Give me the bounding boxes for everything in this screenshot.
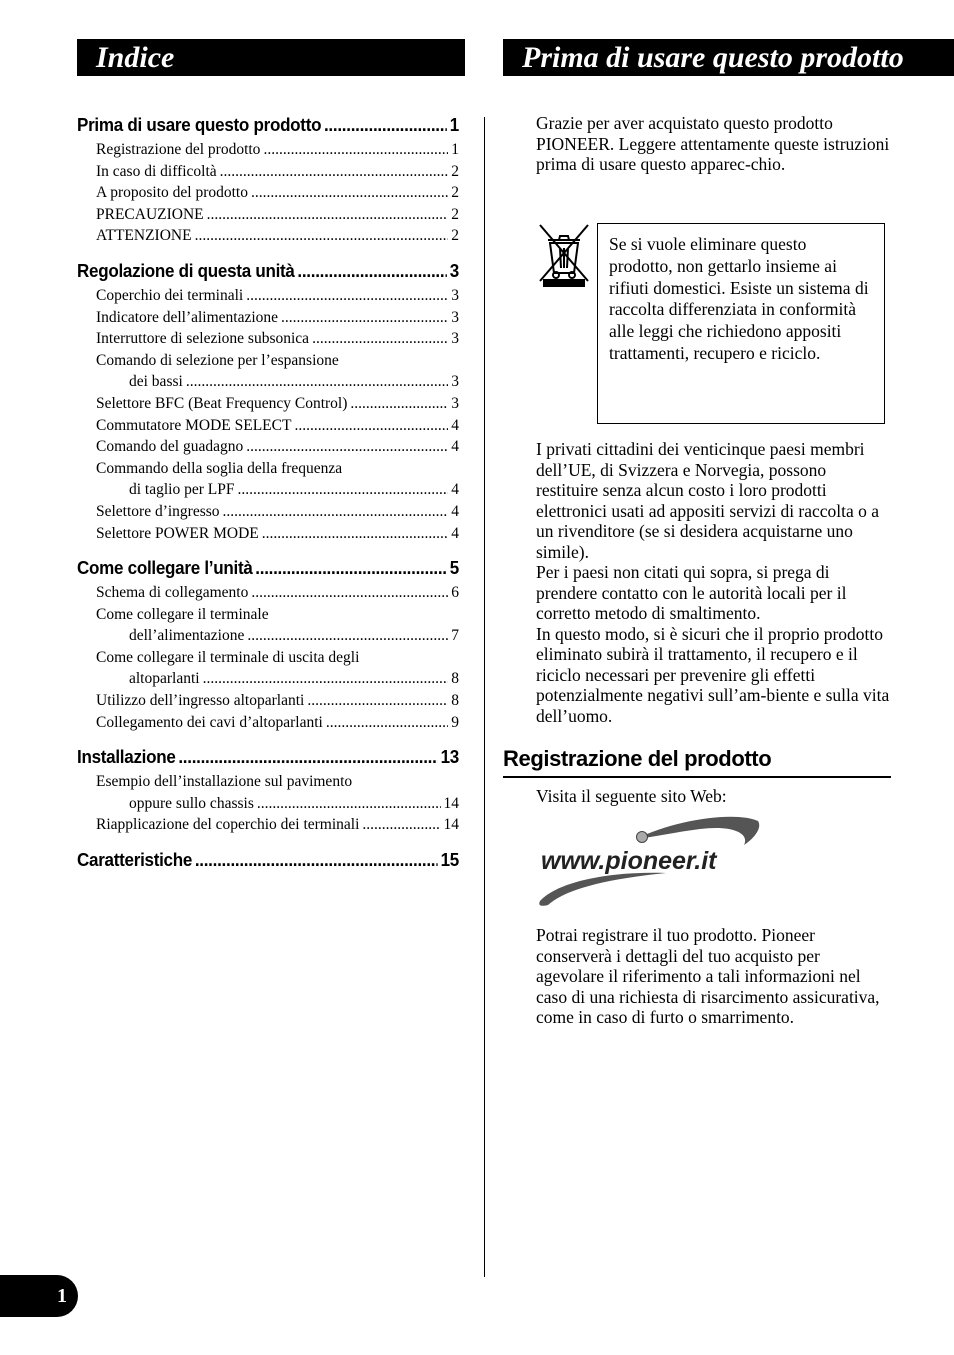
- toc-entry-continuation[interactable]: [77, 793, 459, 815]
- toc-section-page: 15: [440, 849, 460, 871]
- toc-section-title[interactable]: [77, 848, 459, 871]
- toc-leader: [251, 182, 448, 204]
- toc-entry-continuation[interactable]: [77, 625, 459, 647]
- toc-section-title[interactable]: [77, 259, 459, 282]
- registration-heading: Registrazione del prodotto: [503, 744, 891, 778]
- swoosh-lower-icon: [539, 873, 666, 906]
- toc-section: [77, 556, 459, 733]
- toc-entry-page: 8: [451, 692, 459, 710]
- toc-entry-page: 4: [451, 524, 459, 542]
- toc-entry[interactable]: [77, 307, 459, 329]
- toc-entry[interactable]: [77, 458, 459, 480]
- toc-entry[interactable]: [77, 647, 459, 669]
- toc-entry[interactable]: [77, 225, 459, 247]
- toc-section-title[interactable]: [77, 113, 459, 136]
- toc-entry-page: 14: [443, 794, 459, 812]
- registration-text: Potrai registrare il tuo prodotto. Pioneer conserverà i dettagli del tuo acquisto per agevolare il riferimento a tali informazioni nel caso di una richiesta di risarcimento assicurativa, come in caso di furto o smarrimento.: [536, 925, 880, 1027]
- toc-section-label: Installazione: [77, 746, 176, 768]
- toc-entry-page: 3: [451, 394, 459, 412]
- toc-entry-page: 2: [451, 184, 459, 202]
- intro-paragraph: Grazie per aver acquistato questo prodotto PIONEER. Leggere attentamente queste istruzioni prima di usare questo apparec-chio.: [536, 113, 890, 174]
- toc-leader: [263, 139, 448, 161]
- toc-entry-label: di taglio per LPF: [129, 481, 235, 499]
- toc-leader: [178, 745, 438, 768]
- toc-entry[interactable]: [77, 436, 459, 458]
- toc-entry-label: Comando del guadagno: [96, 438, 244, 456]
- disposal-paragraph: I privati cittadini dei venticinque paesi membri dell’UE, di Svizzera e Norvegia, possono restituire senza alcun costo i loro prodotti elettronici usati ad appositi servizi di raccolta o a un rivenditore (se si desidera acquistarne uno simile).: [536, 439, 880, 562]
- toc-entry-label: A proposito del prodotto: [96, 184, 248, 202]
- toc-section-page: 5: [449, 557, 460, 579]
- toc-section-page: 13: [440, 746, 460, 768]
- toc-leader: [257, 793, 441, 815]
- toc-entry-label: altoparlanti: [129, 670, 200, 688]
- toc-section: [77, 259, 459, 544]
- toc-leader: [186, 371, 448, 393]
- toc-entry-page: 8: [451, 670, 459, 688]
- toc-leader: [324, 113, 447, 136]
- table-of-contents: [77, 113, 459, 883]
- section-header: Prima di usare questo prodotto: [503, 39, 954, 76]
- disposal-info: [536, 439, 892, 726]
- toc-entry-page: 7: [451, 627, 459, 645]
- toc-entry-label: Commando della soglia della frequenza: [96, 459, 343, 477]
- toc-entry-page: 6: [451, 584, 459, 602]
- toc-entry-page: 3: [451, 330, 459, 348]
- toc-leader: [307, 690, 448, 712]
- toc-leader: [246, 285, 448, 307]
- toc-entry-page: 14: [443, 816, 459, 834]
- toc-entry-page: 3: [451, 286, 459, 304]
- toc-entry-label: Comando di selezione per l’espansione: [96, 351, 339, 369]
- toc-entry[interactable]: [77, 604, 459, 626]
- disposal-paragraph: In questo modo, si è sicuri che il proprio prodotto eliminato subirà il trattamento, il recupero e il riciclo necessari per prevenire gli effetti potenzialmente negativi sull’am-biente e sulla vita dell’uomo.: [536, 623, 890, 726]
- toc-entry-label: In caso di difficoltà: [96, 162, 217, 180]
- toc-leader: [246, 436, 448, 458]
- toc-entry-page: 2: [451, 162, 459, 180]
- toc-entry-label: Riapplicazione del coperchio dei terminali: [96, 816, 360, 834]
- website-text[interactable]: www.pioneer.it: [541, 847, 717, 875]
- toc-leader: [262, 523, 449, 545]
- toc-entry-label: Selettore d’ingresso: [96, 502, 220, 520]
- toc-entry-label: Schema di collegamento: [96, 584, 249, 602]
- toc-entry-page: 3: [451, 373, 459, 391]
- toc-entry[interactable]: [77, 350, 459, 372]
- visit-text: Visita il seguente sito Web:: [536, 786, 727, 806]
- toc-entry-label: Collegamento dei cavi d’altoparlanti: [96, 713, 323, 731]
- toc-section-label: Come collegare l’unità: [77, 557, 253, 579]
- toc-entry-continuation[interactable]: [77, 371, 459, 393]
- toc-entry[interactable]: [77, 712, 459, 734]
- toc-entry-page: 1: [451, 141, 459, 158]
- toc-entry-continuation[interactable]: [77, 668, 459, 690]
- toc-entry[interactable]: [77, 523, 459, 545]
- toc-section-label: Regolazione di questa unità: [77, 259, 295, 281]
- toc-entry-label: Commutatore MODE SELECT: [96, 416, 292, 434]
- toc-section-title[interactable]: [77, 556, 459, 579]
- toc-entry[interactable]: [77, 139, 459, 161]
- toc-leader: [312, 328, 448, 350]
- toc-section-page: 1: [449, 114, 460, 135]
- toc-entry-label: oppure sullo chassis: [129, 794, 254, 812]
- toc-entry-label: Come collegare il terminale di uscita degli: [96, 648, 360, 666]
- toc-entry-label: Coperchio dei terminali: [96, 286, 244, 304]
- toc-entry[interactable]: [77, 415, 459, 437]
- toc-section-label: Prima di usare questo prodotto: [77, 114, 322, 135]
- toc-entry-label: Utilizzo dell’ingresso altoparlanti: [96, 692, 305, 710]
- toc-leader: [195, 848, 438, 871]
- toc-entry-label: Indicatore dell’alimentazione: [96, 308, 279, 326]
- toc-entry-label: ATTENZIONE: [96, 227, 192, 245]
- toc-entry-page: 2: [451, 205, 459, 223]
- toc-entry-page: 9: [451, 713, 459, 731]
- toc-entry-page: 3: [451, 308, 459, 326]
- toc-entry-label: Selettore POWER MODE: [96, 524, 259, 542]
- toc-section-title[interactable]: [77, 745, 459, 768]
- toc-entry[interactable]: [77, 204, 459, 226]
- bin-underline-bar: [543, 279, 585, 287]
- toc-entry-page: 4: [451, 481, 459, 499]
- toc-entry-label: Interruttore di selezione subsonica: [96, 330, 310, 348]
- toc-entry-page: 4: [451, 502, 459, 520]
- toc-leader: [251, 582, 448, 604]
- toc-entry[interactable]: [77, 161, 459, 183]
- toc-leader: [203, 668, 449, 690]
- toc-entry-page: 4: [451, 438, 459, 456]
- toc-section-label: Caratteristiche: [77, 849, 193, 871]
- column-divider: [484, 117, 485, 1277]
- toc-entry[interactable]: [77, 690, 459, 712]
- disposal-note-box: [597, 223, 885, 424]
- toc-entry-label: dell’alimentazione: [129, 627, 245, 645]
- toc-leader: [362, 814, 440, 836]
- toc-leader: [281, 307, 448, 329]
- disposal-note-text: Se si vuole eliminare questo prodotto, non gettarlo insieme ai rifiuti domestici. Esiste un sistema di raccolta differenziata in conformità alle leggi che richiedono appositi trattamenti, recupero e riciclo.: [609, 234, 869, 363]
- toc-entry[interactable]: [77, 501, 459, 523]
- toc-leader: [255, 556, 447, 579]
- toc-entry-continuation[interactable]: [77, 479, 459, 501]
- dot-icon: [637, 832, 648, 843]
- toc-entry-page: 2: [451, 227, 459, 245]
- toc-leader: [326, 712, 448, 734]
- toc-entry[interactable]: [77, 393, 459, 415]
- toc-entry-label: Esempio dell’installazione sul pavimento: [96, 773, 353, 791]
- toc-section: [77, 848, 459, 871]
- toc-leader: [294, 415, 448, 437]
- toc-entry[interactable]: [77, 285, 459, 307]
- toc-leader: [220, 161, 449, 183]
- toc-entry[interactable]: [77, 582, 459, 604]
- toc-section-page: 3: [449, 259, 460, 281]
- toc-entry[interactable]: [77, 182, 459, 204]
- toc-leader: [247, 625, 448, 647]
- toc-section: [77, 113, 459, 247]
- toc-leader: [207, 204, 449, 226]
- toc-leader: [223, 501, 449, 523]
- toc-entry-label: dei bassi: [129, 373, 183, 391]
- toc-entry-page: 4: [451, 416, 459, 434]
- toc-entry-label: Registrazione del prodotto: [96, 141, 261, 158]
- toc-section: [77, 745, 459, 836]
- pioneer-website-logo[interactable]: [536, 813, 762, 909]
- toc-entry-label: PRECAUZIONE: [96, 205, 204, 223]
- toc-entry[interactable]: [77, 328, 459, 350]
- toc-entry-label: Selettore BFC (Beat Frequency Control): [96, 394, 348, 412]
- swoosh-upper-icon: [636, 817, 759, 845]
- toc-leader: [350, 393, 448, 415]
- toc-entry-label: Come collegare il terminale: [96, 605, 269, 623]
- toc-entry[interactable]: [77, 814, 459, 836]
- toc-leader: [297, 259, 447, 282]
- toc-leader: [237, 479, 448, 501]
- toc-leader: [195, 225, 449, 247]
- toc-entry[interactable]: [77, 771, 459, 793]
- disposal-paragraph: Per i paesi non citati qui sopra, si prega di prendere contatto con le autorità locali per il corretto metodo di smaltimento.: [536, 562, 847, 623]
- toc-header: Indice: [77, 39, 465, 76]
- page-number: 1: [0, 1275, 78, 1317]
